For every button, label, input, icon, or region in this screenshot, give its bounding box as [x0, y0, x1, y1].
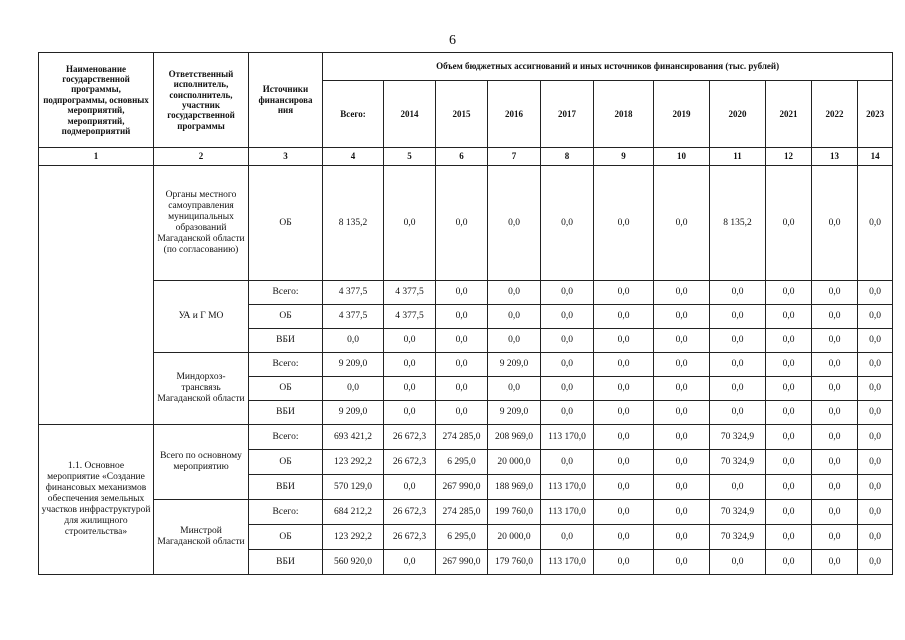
value-cell: 20 000,0 — [488, 450, 541, 475]
value-cell: 0,0 — [541, 525, 594, 550]
value-cell: 0,0 — [858, 500, 893, 525]
value-cell: 0,0 — [766, 550, 812, 575]
column-number: 13 — [812, 148, 858, 166]
value-cell: 0,0 — [488, 305, 541, 329]
value-cell: 0,0 — [710, 377, 766, 401]
header-year: 2014 — [384, 81, 436, 148]
value-cell: 0,0 — [541, 377, 594, 401]
value-cell: 70 324,9 — [710, 500, 766, 525]
value-cell: 113 170,0 — [541, 425, 594, 450]
value-cell: 0,0 — [766, 425, 812, 450]
value-cell: 0,0 — [488, 329, 541, 353]
header-col1: Наименование государственной программы, подпрограммы, основных мероприятий, мероприятий, подмероприятий — [39, 53, 154, 148]
value-cell: 0,0 — [654, 450, 710, 475]
header-year: 2015 — [436, 81, 488, 148]
value-cell: 0,0 — [436, 305, 488, 329]
value-cell: 0,0 — [812, 377, 858, 401]
value-cell: 0,0 — [384, 550, 436, 575]
value-cell: 0,0 — [710, 550, 766, 575]
activity-name-cell: 1.1. Основное мероприятие «Создание финансовых механизмов обеспечения земельных участков инфраструктурой для жилищного строительства» — [39, 425, 154, 575]
value-cell: 9 209,0 — [488, 353, 541, 377]
value-cell: 0,0 — [766, 475, 812, 500]
value-cell: 0,0 — [594, 401, 654, 425]
value-cell: 0,0 — [812, 425, 858, 450]
value-cell: 0,0 — [654, 425, 710, 450]
value-cell: 0,0 — [654, 500, 710, 525]
value-cell: 0,0 — [858, 305, 893, 329]
value-cell: 0,0 — [594, 525, 654, 550]
value-cell: 26 672,3 — [384, 525, 436, 550]
value-cell: 0,0 — [766, 525, 812, 550]
value-cell: 0,0 — [858, 353, 893, 377]
value-cell: 0,0 — [654, 353, 710, 377]
value-cell: 0,0 — [654, 475, 710, 500]
value-cell: 0,0 — [436, 353, 488, 377]
column-number: 6 — [436, 148, 488, 166]
value-cell: 0,0 — [654, 525, 710, 550]
value-cell: 267 990,0 — [436, 475, 488, 500]
value-cell: 0,0 — [323, 377, 384, 401]
value-cell: 0,0 — [654, 166, 710, 281]
source-cell: Всего: — [249, 281, 323, 305]
header-year: 2021 — [766, 81, 812, 148]
column-number: 14 — [858, 148, 893, 166]
header-col3: Источники финансирова ния — [249, 53, 323, 148]
value-cell: 6 295,0 — [436, 450, 488, 475]
executor-cell: Органы местного самоуправления муниципальных образований Магаданской области (по согласованию) — [154, 166, 249, 281]
value-cell: 113 170,0 — [541, 475, 594, 500]
value-cell: 0,0 — [488, 281, 541, 305]
value-cell: 0,0 — [710, 353, 766, 377]
value-cell: 8 135,2 — [710, 166, 766, 281]
value-cell: 0,0 — [812, 475, 858, 500]
value-cell: 26 672,3 — [384, 450, 436, 475]
value-cell: 0,0 — [812, 281, 858, 305]
value-cell: 20 000,0 — [488, 525, 541, 550]
table-row — [39, 500, 893, 525]
value-cell: 274 285,0 — [436, 425, 488, 450]
value-cell: 4 377,5 — [384, 305, 436, 329]
value-cell: 0,0 — [541, 450, 594, 475]
header-total: Всего: — [323, 81, 384, 148]
value-cell: 0,0 — [541, 166, 594, 281]
table-row — [39, 425, 893, 450]
value-cell: 0,0 — [594, 425, 654, 450]
column-number: 4 — [323, 148, 384, 166]
value-cell: 0,0 — [766, 377, 812, 401]
value-cell: 0,0 — [710, 329, 766, 353]
page-number: 6 — [449, 33, 456, 48]
value-cell: 0,0 — [436, 377, 488, 401]
value-cell: 0,0 — [858, 401, 893, 425]
header-year: 2019 — [654, 81, 710, 148]
value-cell: 26 672,3 — [384, 425, 436, 450]
column-number: 1 — [39, 148, 154, 166]
header-year: 2023 — [858, 81, 893, 148]
column-number: 11 — [710, 148, 766, 166]
value-cell: 0,0 — [541, 401, 594, 425]
value-cell: 0,0 — [488, 377, 541, 401]
source-cell: ОБ — [249, 525, 323, 550]
value-cell: 0,0 — [594, 377, 654, 401]
value-cell: 9 209,0 — [323, 401, 384, 425]
value-cell: 0,0 — [812, 450, 858, 475]
value-cell: 0,0 — [436, 401, 488, 425]
value-cell: 4 377,5 — [384, 281, 436, 305]
value-cell: 0,0 — [812, 525, 858, 550]
source-cell: ОБ — [249, 305, 323, 329]
value-cell: 570 129,0 — [323, 475, 384, 500]
value-cell: 0,0 — [858, 281, 893, 305]
value-cell: 0,0 — [436, 166, 488, 281]
source-cell: Всего: — [249, 425, 323, 450]
value-cell: 0,0 — [766, 353, 812, 377]
value-cell: 0,0 — [654, 305, 710, 329]
value-cell: 9 209,0 — [488, 401, 541, 425]
source-cell: ОБ — [249, 377, 323, 401]
value-cell: 0,0 — [766, 329, 812, 353]
value-cell: 0,0 — [384, 377, 436, 401]
value-cell: 0,0 — [594, 305, 654, 329]
header-year: 2016 — [488, 81, 541, 148]
value-cell: 0,0 — [766, 166, 812, 281]
source-cell: Всего: — [249, 353, 323, 377]
value-cell: 0,0 — [384, 475, 436, 500]
value-cell: 0,0 — [710, 305, 766, 329]
header-funding-group: Объем бюджетных ассигнований и иных источников финансирования (тыс. рублей) — [323, 53, 893, 81]
value-cell: 113 170,0 — [541, 500, 594, 525]
value-cell: 0,0 — [812, 500, 858, 525]
value-cell: 0,0 — [710, 401, 766, 425]
value-cell: 0,0 — [436, 329, 488, 353]
header-year: 2020 — [710, 81, 766, 148]
executor-cell: Минстрой Магаданской области — [154, 500, 249, 575]
value-cell: 0,0 — [858, 377, 893, 401]
column-number: 3 — [249, 148, 323, 166]
value-cell: 6 295,0 — [436, 525, 488, 550]
value-cell: 0,0 — [766, 450, 812, 475]
value-cell: 274 285,0 — [436, 500, 488, 525]
value-cell: 0,0 — [654, 281, 710, 305]
value-cell: 693 421,2 — [323, 425, 384, 450]
value-cell: 0,0 — [812, 305, 858, 329]
value-cell: 4 377,5 — [323, 305, 384, 329]
value-cell: 0,0 — [858, 450, 893, 475]
source-cell: ВБИ — [249, 475, 323, 500]
value-cell: 0,0 — [594, 475, 654, 500]
budget-table — [38, 52, 893, 575]
value-cell: 0,0 — [323, 329, 384, 353]
value-cell: 0,0 — [384, 401, 436, 425]
value-cell: 0,0 — [858, 525, 893, 550]
value-cell: 70 324,9 — [710, 450, 766, 475]
value-cell: 0,0 — [812, 329, 858, 353]
value-cell: 0,0 — [594, 500, 654, 525]
value-cell: 208 969,0 — [488, 425, 541, 450]
value-cell: 0,0 — [812, 550, 858, 575]
value-cell: 199 760,0 — [488, 500, 541, 525]
value-cell: 0,0 — [436, 281, 488, 305]
header-year: 2022 — [812, 81, 858, 148]
value-cell: 0,0 — [710, 475, 766, 500]
value-cell: 123 292,2 — [323, 525, 384, 550]
table-row — [39, 166, 893, 281]
column-number: 2 — [154, 148, 249, 166]
value-cell: 113 170,0 — [541, 550, 594, 575]
value-cell: 0,0 — [812, 166, 858, 281]
value-cell: 188 969,0 — [488, 475, 541, 500]
executor-cell: УА и Г МО — [154, 281, 249, 353]
column-number: 9 — [594, 148, 654, 166]
header-year: 2018 — [594, 81, 654, 148]
table-row — [39, 281, 893, 305]
value-cell: 0,0 — [766, 305, 812, 329]
value-cell: 0,0 — [812, 353, 858, 377]
value-cell: 0,0 — [654, 401, 710, 425]
value-cell: 0,0 — [858, 329, 893, 353]
column-number: 10 — [654, 148, 710, 166]
value-cell: 0,0 — [858, 550, 893, 575]
value-cell: 0,0 — [384, 353, 436, 377]
value-cell: 0,0 — [766, 401, 812, 425]
value-cell: 0,0 — [594, 329, 654, 353]
header-col2: Ответственный исполнитель, соисполнитель, участник государственной программы — [154, 53, 249, 148]
activity-name-cell — [39, 166, 154, 425]
value-cell: 0,0 — [766, 500, 812, 525]
value-cell: 179 760,0 — [488, 550, 541, 575]
source-cell: ОБ — [249, 450, 323, 475]
source-cell: ВБИ — [249, 329, 323, 353]
value-cell: 0,0 — [541, 329, 594, 353]
value-cell: 70 324,9 — [710, 425, 766, 450]
value-cell: 26 672,3 — [384, 500, 436, 525]
value-cell: 0,0 — [594, 353, 654, 377]
value-cell: 123 292,2 — [323, 450, 384, 475]
column-number: 5 — [384, 148, 436, 166]
value-cell: 0,0 — [541, 305, 594, 329]
source-cell: Всего: — [249, 500, 323, 525]
value-cell: 8 135,2 — [323, 166, 384, 281]
header-year: 2017 — [541, 81, 594, 148]
column-number: 8 — [541, 148, 594, 166]
column-number: 12 — [766, 148, 812, 166]
value-cell: 0,0 — [384, 329, 436, 353]
value-cell: 0,0 — [594, 166, 654, 281]
value-cell: 684 212,2 — [323, 500, 384, 525]
value-cell: 0,0 — [858, 166, 893, 281]
value-cell: 0,0 — [594, 450, 654, 475]
source-cell: ВБИ — [249, 401, 323, 425]
value-cell: 0,0 — [541, 281, 594, 305]
value-cell: 0,0 — [812, 401, 858, 425]
executor-cell: Всего по основному мероприятию — [154, 425, 249, 500]
value-cell: 0,0 — [766, 281, 812, 305]
value-cell: 0,0 — [594, 281, 654, 305]
source-cell: ВБИ — [249, 550, 323, 575]
executor-cell: Миндорхоз- трансвязь Магаданской области — [154, 353, 249, 425]
column-number: 7 — [488, 148, 541, 166]
value-cell: 0,0 — [858, 475, 893, 500]
value-cell: 0,0 — [384, 166, 436, 281]
column-number-row — [39, 148, 893, 166]
value-cell: 0,0 — [654, 329, 710, 353]
value-cell: 0,0 — [858, 425, 893, 450]
value-cell: 0,0 — [654, 377, 710, 401]
table-row — [39, 353, 893, 377]
value-cell: 267 990,0 — [436, 550, 488, 575]
value-cell: 4 377,5 — [323, 281, 384, 305]
value-cell: 70 324,9 — [710, 525, 766, 550]
value-cell: 9 209,0 — [323, 353, 384, 377]
value-cell: 0,0 — [541, 353, 594, 377]
value-cell: 560 920,0 — [323, 550, 384, 575]
value-cell: 0,0 — [488, 166, 541, 281]
source-cell: ОБ — [249, 166, 323, 281]
value-cell: 0,0 — [710, 281, 766, 305]
value-cell: 0,0 — [594, 550, 654, 575]
value-cell: 0,0 — [654, 550, 710, 575]
